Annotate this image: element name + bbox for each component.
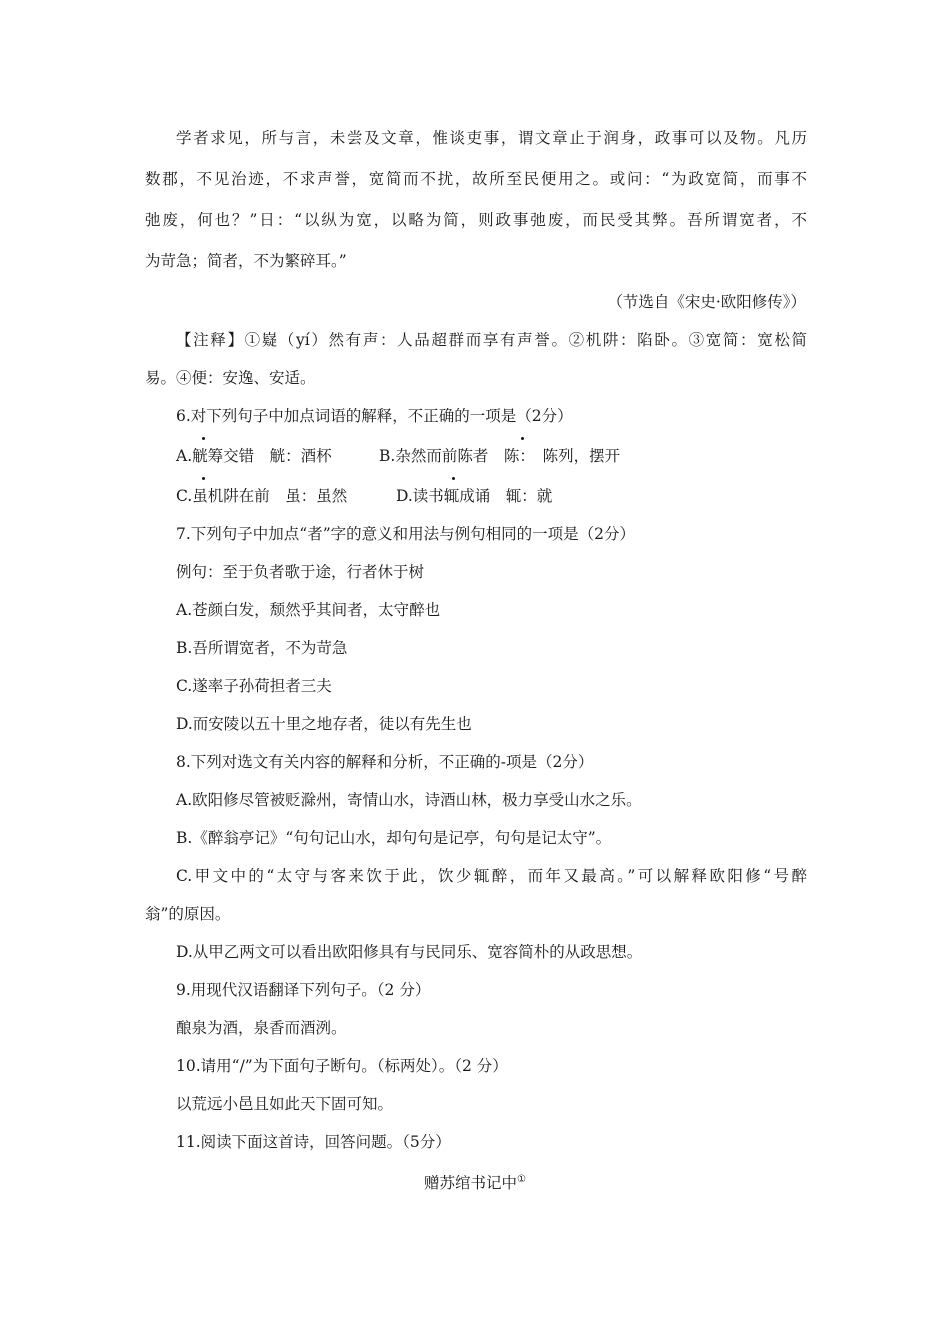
- passage-line-4: 为苛急；简者，不为繁碎耳。”: [145, 252, 347, 270]
- notes-line-1: 【注释】①嶷（yí）然有声：人品超群而享有声誉。②机阱：陷卧。③宽简：宽松简: [176, 331, 807, 349]
- q7-option-d: D.而安陵以五十里之地存者，徒以有先生也: [176, 715, 472, 733]
- q6-option-a-text: A.觥筹交错 觥：酒杯: [176, 447, 332, 465]
- q8-option-c-line-2: 翁”的原因。: [145, 905, 231, 923]
- poem-title: [0, 1170, 950, 1193]
- q7-option-a: A.苍颜白发，颓然乎其间者，太守醉也: [176, 601, 441, 619]
- q10-stem: 10.请用“/”为下面句子断句。（标两处）。（2 分）: [176, 1057, 508, 1075]
- q11-stem: 11.阅读下面这首诗，回答问题。（5分）: [176, 1133, 451, 1151]
- q7-option-c: C.遂率子孙荷担者三夫: [176, 677, 332, 695]
- notes-line-2: 易。④便：安逸、安适。: [145, 369, 316, 387]
- q6-option-c-text: C.虽机阱在前 虽：虽然: [176, 487, 348, 505]
- q6-option-b: [379, 446, 620, 466]
- passage-source: （节选自《宋史·欧阳修传》）: [607, 293, 806, 311]
- q6-stem: 6.对下列句子中加点词语的解释，不正确的一项是（2分）: [176, 407, 573, 425]
- q8-stem: 8.下列对选文有关内容的解释和分析，不正确的-项是（2分）: [176, 753, 594, 771]
- q7-stem: 7.下列句子中加点“者”字的意义和用法与例句相同的一项是（2分）: [176, 525, 636, 543]
- emphasis-dot-icon: [521, 437, 524, 440]
- q10-sentence: 以荒远小邑且如此天下固可知。: [176, 1095, 394, 1113]
- q8-option-a: A.欧阳修尽管被贬滁州，寄情山水，诗酒山林，极力享受山水之乐。: [176, 791, 642, 809]
- q6-option-d-text: D.读书辄成诵 辄：就: [396, 487, 553, 505]
- q9-sentence: 酿泉为酒，泉香而酒洌。: [176, 1019, 347, 1037]
- q7-example: 例句：至于负者歌于途，行者休于树: [176, 563, 425, 581]
- q6-option-a: [176, 446, 332, 466]
- q7-option-b: B.吾所谓宽者，不为苛急: [176, 639, 348, 657]
- q8-option-d: D.从甲乙两文可以看出欧阳修具有与民同乐、宽容简朴的从政思想。: [176, 943, 643, 961]
- poem-title-text: 赠苏绾书记中: [424, 1174, 518, 1192]
- passage-line-2: 数郡，不见治迹，不求声誉，宽简而不扰，故所至民便用之。或问：“为政宽简，而事不: [145, 170, 807, 188]
- passage-line-3: 弛废，何也？”日：“以纵为宽，以略为简，则政事弛废，而民受其弊。吾所谓宽者，不: [145, 211, 807, 229]
- emphasis-dot-icon: [202, 437, 205, 440]
- q8-option-c-line-1: C.甲文中的“太守与客来饮于此，饮少辄醉，而年又最高。”可以解释欧阳修“号醉: [176, 867, 807, 885]
- q9-stem: 9.用现代汉语翻译下列句子。（2 分）: [176, 981, 431, 999]
- q8-option-b: B.《醉翁亭记》“句句记山水，却句句是记亭，句句是记太守”。: [176, 829, 612, 847]
- emphasis-dot-icon: [202, 477, 205, 480]
- q6-option-b-text: B.杂然而前陈者 陈： 陈列，摆开: [379, 447, 621, 465]
- emphasis-dot-icon: [452, 477, 455, 480]
- poem-title-footnote-mark: ①: [517, 1174, 526, 1185]
- q6-option-c: [176, 486, 347, 506]
- q6-option-d: [396, 486, 552, 506]
- passage-line-1: 学者求见，所与言，未尝及文章，惟谈吏事，谓文章止于润身，政事可以及物。凡历: [176, 129, 807, 147]
